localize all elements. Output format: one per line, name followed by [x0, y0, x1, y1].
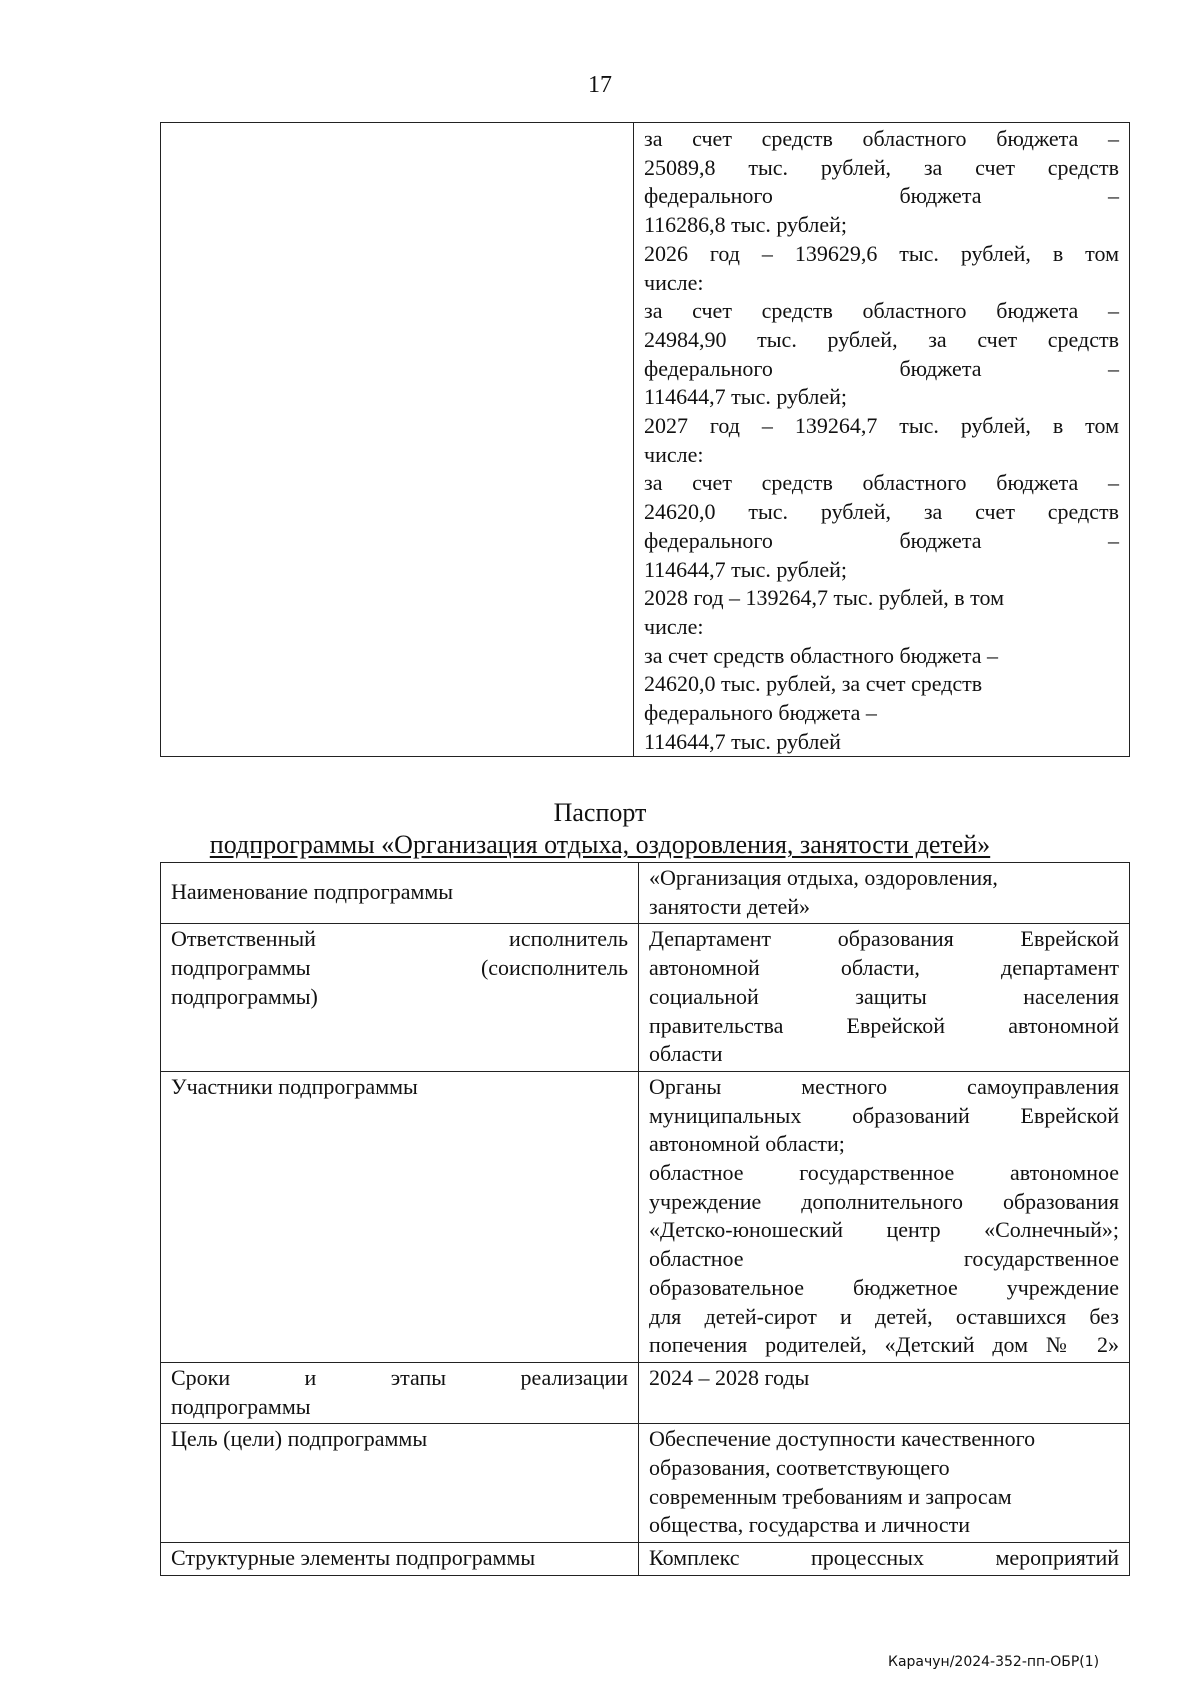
text-line: образовательное бюджетное учреждение — [649, 1274, 1119, 1300]
text-line: «Организация отдыха, оздоровления, — [649, 865, 998, 890]
table-row — [161, 1543, 1130, 1576]
label-cell — [161, 1543, 639, 1576]
text-line: общества, государства и личности — [649, 1512, 971, 1538]
text-line: 114644,7 тыс. рублей — [644, 728, 841, 754]
label-cell — [161, 924, 639, 1072]
value-cell — [639, 1424, 1130, 1543]
text-line: современным требованиям и запросам — [649, 1483, 1012, 1509]
text-line: за счет средств областного бюджета – — [644, 126, 1119, 151]
passport-subtitle: подпрограммы «Организация отдыха, оздоровления, занятости детей» — [209, 830, 991, 859]
passport-title: Паспорт — [553, 798, 647, 827]
text-line: Обеспечение доступности качественного — [649, 1426, 1036, 1452]
text-line: учреждение дополнительного образования — [649, 1188, 1119, 1214]
text-line: числе: — [644, 613, 704, 639]
text-line: Ответственный исполнитель — [171, 926, 628, 952]
text-line: подпрограммы (соисполнитель — [171, 955, 628, 981]
value-cell — [639, 863, 1130, 924]
text-line: федерального бюджета – — [644, 527, 1119, 553]
text-line: Цель (цели) подпрограммы — [171, 1426, 428, 1452]
value-cell — [639, 1362, 1130, 1423]
table-row — [161, 863, 1130, 924]
text-line: подпрограммы — [171, 1393, 311, 1419]
table-row — [161, 123, 1130, 757]
document-id-footer: Карачун/2024-352-пп-ОБР(1) — [888, 1654, 1100, 1670]
text-line: «Детско-юношеский центр «Солнечный»; — [649, 1217, 1119, 1243]
text-line: для детей-сирот и детей, оставшихся без — [649, 1303, 1119, 1329]
text-line: правительства Еврейской автономной — [649, 1012, 1119, 1038]
table-row — [161, 1071, 1130, 1362]
text-line: 114644,7 тыс. рублей; — [644, 556, 848, 582]
text-line: автономной области, департамент — [649, 955, 1119, 981]
text-line: автономной области; — [649, 1131, 845, 1157]
text-line: за счет средств областного бюджета – — [644, 298, 1119, 324]
label-cell — [161, 1362, 639, 1423]
value-cell — [639, 924, 1130, 1072]
text-line: области — [649, 1041, 723, 1067]
text-line: 2024 – 2028 годы — [649, 1364, 810, 1390]
text-line: областное государственное — [649, 1246, 1119, 1272]
text-line: 24620,0 тыс. рублей, за счет средств — [644, 671, 983, 697]
text-line: федерального бюджета – — [644, 700, 877, 726]
text-line: 114644,7 тыс. рублей; — [644, 384, 848, 410]
value-cell — [639, 1543, 1130, 1576]
text-line: Участники подпрограммы — [171, 1073, 418, 1099]
text-line: социальной защиты населения — [649, 983, 1119, 1009]
text-line: 116286,8 тыс. рублей; — [644, 212, 848, 238]
table-row — [161, 1424, 1130, 1543]
table-row — [161, 924, 1130, 1072]
text-line: областное государственное автономное — [649, 1160, 1119, 1186]
continuation-table — [160, 122, 1130, 757]
text-line: Департамент образования Еврейской — [649, 926, 1119, 952]
text-line: Наименование подпрограммы — [171, 879, 454, 905]
text-line: числе: — [644, 269, 704, 295]
text-line: за счет средств областного бюджета – — [644, 470, 1119, 496]
text-line: попечения родителей, «Детский дом № 2» — [649, 1332, 1119, 1358]
text-line: за счет средств областного бюджета – — [644, 642, 998, 668]
text-line: Структурные элементы подпрограммы — [171, 1545, 536, 1571]
label-cell — [161, 1071, 639, 1362]
text-line: федерального бюджета – — [644, 183, 1119, 209]
text-line: 2028 год – 139264,7 тыс. рублей, в том — [644, 585, 1004, 611]
text-line: Органы местного самоуправления — [649, 1073, 1119, 1099]
text-line: образования, соответствующего — [649, 1455, 950, 1481]
label-cell — [161, 1424, 639, 1543]
text-line: муниципальных образований Еврейской — [649, 1102, 1119, 1128]
passport-table — [160, 862, 1130, 1576]
text-line: подпрограммы) — [171, 983, 318, 1009]
text-line: Комплекс процессных мероприятий — [649, 1545, 1119, 1571]
value-cell — [639, 1071, 1130, 1362]
text-line: федерального бюджета – — [644, 355, 1119, 381]
table-row — [161, 1362, 1130, 1423]
text-line: Сроки и этапы реализации — [171, 1364, 628, 1390]
funding-value-cell — [634, 123, 1130, 757]
text-line: занятости детей» — [649, 893, 810, 919]
text-line: 24620,0 тыс. рублей, за счет средств — [644, 499, 1119, 525]
text-line: 24984,90 тыс. рублей, за счет средств — [644, 326, 1119, 352]
page-number: 17 — [588, 72, 612, 98]
text-line: 2027 год – 139264,7 тыс. рублей, в том — [644, 413, 1119, 439]
text-line: 25089,8 тыс. рублей, за счет средств — [644, 154, 1119, 180]
empty-label-cell — [161, 123, 634, 757]
label-cell — [161, 863, 639, 924]
text-line: числе: — [644, 441, 704, 467]
text-line: 2026 год – 139629,6 тыс. рублей, в том — [644, 240, 1119, 266]
